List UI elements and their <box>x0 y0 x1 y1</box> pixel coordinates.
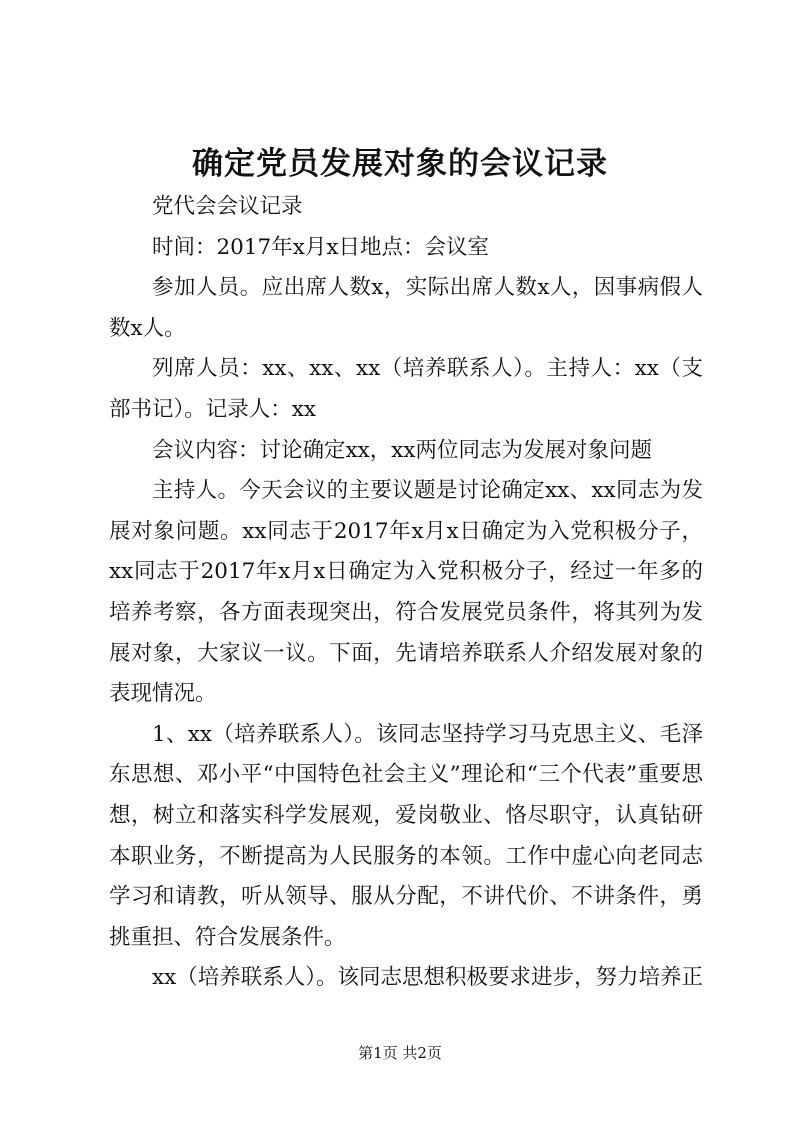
document-title: 确定党员发展对象的会议记录 <box>192 146 608 182</box>
paragraph-4: 列席人员：xx、xx、xx（培养联系人）。主持人：xx（支部书记）。记录人：xx <box>109 356 703 422</box>
paragraph-3: 参加人员。应出席人数x，实际出席人数x人，因事病假人数x人。 <box>109 275 703 341</box>
paragraph-5: 会议内容：讨论确定xx，xx两位同志为发展对象问题 <box>152 437 653 463</box>
paragraph-8: xx（培养联系人）。该同志思想积极要求进步，努力培养正 <box>152 965 704 991</box>
paragraph-6: 主持人。今天会议的主要议题是讨论确定xx、xx同志为发展对象问题。xx同志于2017年x月x日确定为入党积极分子，xx同志于2017年x月x日确定为入党积极分子，经过一年多的培养考察，各方面表现突出，符合发展党员条件，将其列为发展对象，大家议一议。下面，先请培养联系人介绍发展对象的表现情况。 <box>109 478 703 707</box>
page-footer: 第1页 共2页 <box>358 1044 442 1062</box>
paragraph-7: 1、xx（培养联系人）。该同志坚持学习马克思主义、毛泽东思想、邓小平“中国特色社会主义”理论和“三个代表”重要思想，树立和落实科学发展观，爱岗敬业、恪尽职守，认真钻研本职业务，不断提高为人民服务的本领。工作中虚心向老同志学习和请教，听从领导、服从分配，不讲代价、不讲条件，勇挑重担、符合发展条件。 <box>109 721 703 950</box>
paragraph-1: 党代会会议记录 <box>152 194 303 219</box>
paragraph-2: 时间：2017年x月x日地点：会议室 <box>152 234 489 260</box>
document-body <box>109 187 703 999</box>
